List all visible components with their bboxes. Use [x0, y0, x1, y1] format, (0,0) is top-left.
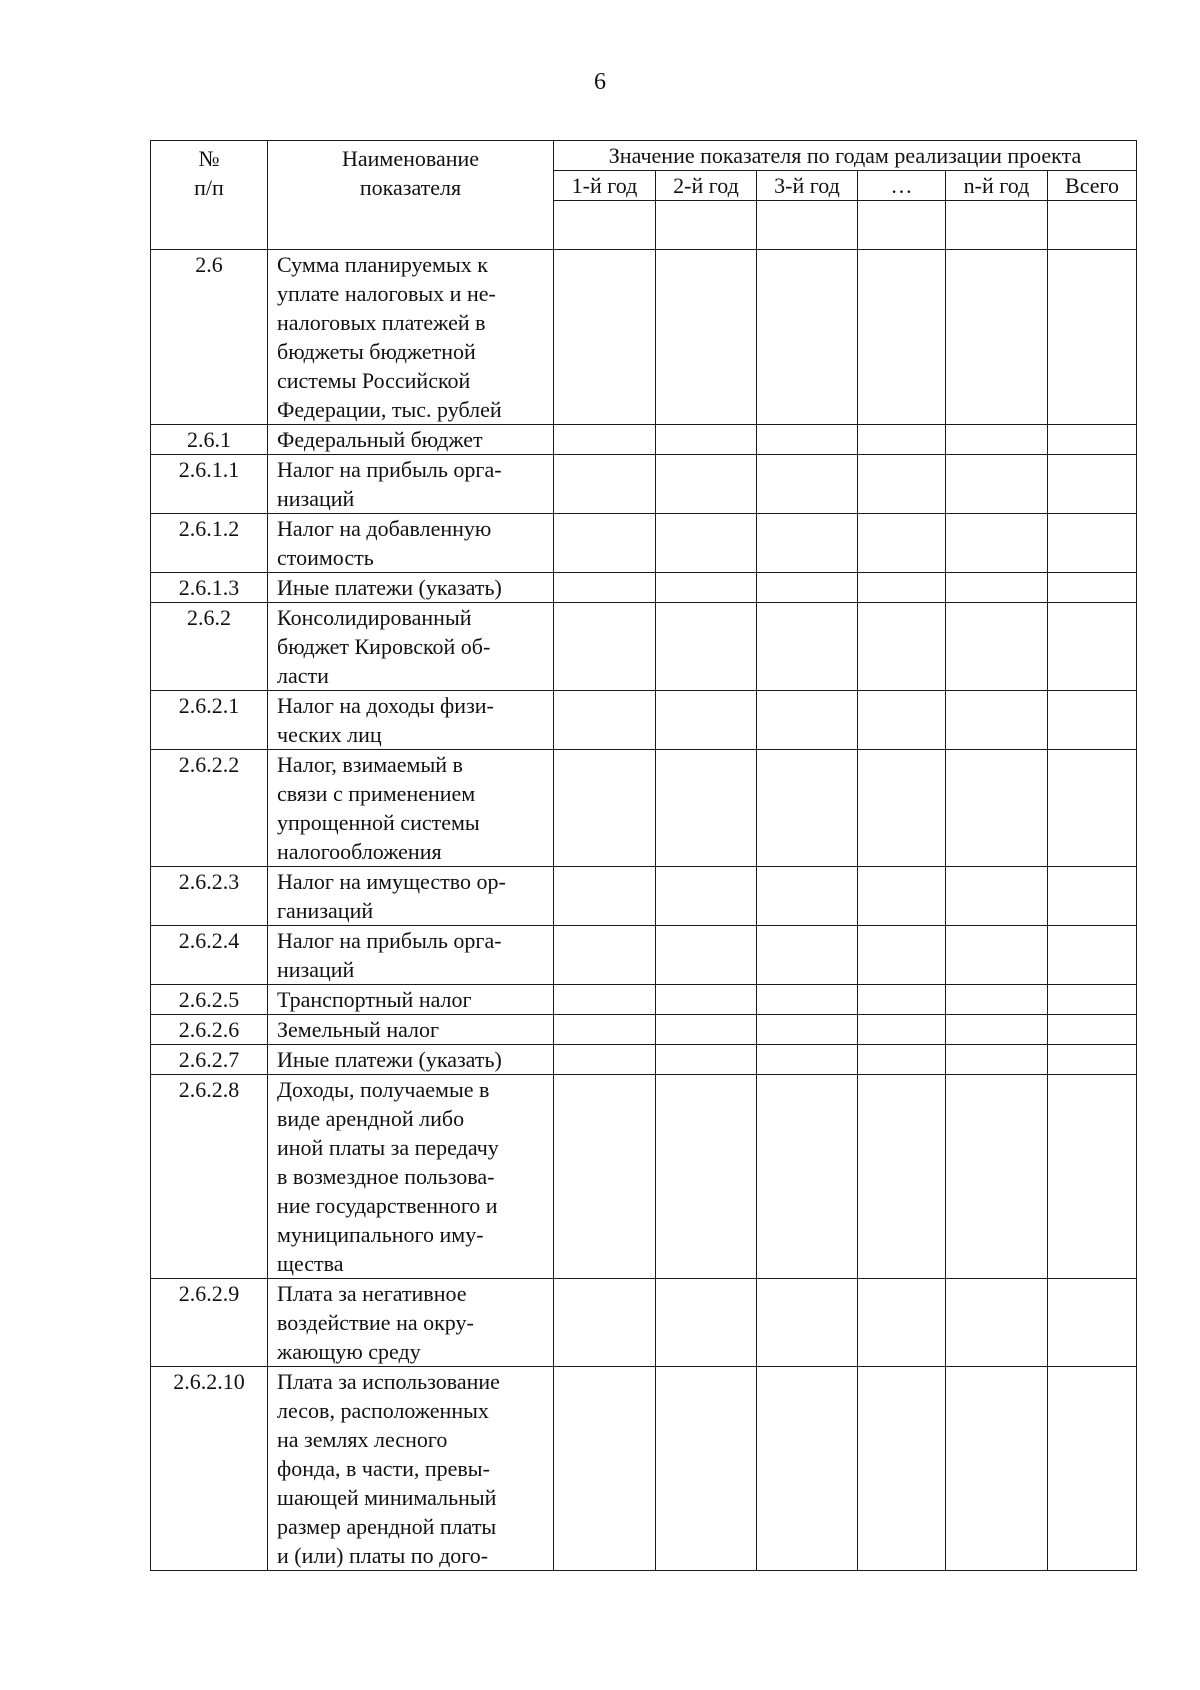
- indicator-name-line: ческих лиц: [277, 722, 382, 747]
- indicator-name-line: налоговых платежей в: [277, 310, 486, 335]
- value-cell-year-n: [946, 1367, 1048, 1571]
- table-row: [151, 603, 1137, 691]
- indicator-name-line: на землях лесного: [277, 1427, 448, 1452]
- value-cell-total: [1048, 1015, 1137, 1045]
- row-indicator-name: [268, 926, 554, 985]
- indicator-name-line: ласти: [277, 663, 329, 688]
- row-number: 2.6.1.1: [151, 455, 268, 514]
- row-indicator-name: [268, 1075, 554, 1279]
- row-number: 2.6.2.9: [151, 1279, 268, 1367]
- value-cell-total: [1048, 1045, 1137, 1075]
- value-cell-total: [1048, 514, 1137, 573]
- row-number: 2.6.2.3: [151, 867, 268, 926]
- header-year-n-blank: [946, 201, 1048, 250]
- value-cell-year-2: [656, 867, 757, 926]
- indicator-name-line: бюджет Кировской об-: [277, 634, 491, 659]
- value-cell-year-ellipsis: [858, 926, 946, 985]
- indicator-name-line: ганизаций: [277, 898, 374, 923]
- value-cell-year-2: [656, 691, 757, 750]
- value-cell-year-3: [757, 425, 858, 455]
- table-row: [151, 691, 1137, 750]
- indicator-name-line: лесов, расположенных: [277, 1398, 489, 1423]
- indicator-name-line: Налог на прибыль орга-: [277, 928, 502, 953]
- table-row: [151, 926, 1137, 985]
- value-cell-year-n: [946, 1279, 1048, 1367]
- value-cell-total: [1048, 250, 1137, 425]
- row-indicator-name: [268, 425, 554, 455]
- value-cell-year-1: [554, 603, 656, 691]
- value-cell-total: [1048, 926, 1137, 985]
- value-cell-year-3: [757, 1279, 858, 1367]
- indicator-name-line: Плата за негативное: [277, 1281, 467, 1306]
- indicator-name-line: фонда, в части, превы-: [277, 1456, 490, 1481]
- value-cell-year-1: [554, 691, 656, 750]
- row-number: 2.6.2.4: [151, 926, 268, 985]
- row-indicator-name: [268, 603, 554, 691]
- row-number: 2.6.2.1: [151, 691, 268, 750]
- value-cell-year-ellipsis: [858, 867, 946, 926]
- header-year-ellipsis: …: [858, 171, 946, 201]
- header-number-cell: [151, 141, 268, 250]
- value-cell-year-2: [656, 1015, 757, 1045]
- value-cell-year-1: [554, 514, 656, 573]
- row-indicator-name: [268, 455, 554, 514]
- table-body: [151, 250, 1137, 1571]
- value-cell-year-ellipsis: [858, 1279, 946, 1367]
- indicator-name-line: Налог на добавленную: [277, 516, 492, 541]
- table-row: [151, 1279, 1137, 1367]
- header-year-3-blank: [757, 201, 858, 250]
- value-cell-year-3: [757, 691, 858, 750]
- row-indicator-name: [268, 1015, 554, 1045]
- value-cell-total: [1048, 1279, 1137, 1367]
- value-cell-year-2: [656, 1367, 757, 1571]
- value-cell-year-1: [554, 1015, 656, 1045]
- value-cell-year-n: [946, 867, 1048, 926]
- header-number-symbol: №: [198, 146, 220, 171]
- row-indicator-name: [268, 514, 554, 573]
- indicator-name-line: стоимость: [277, 545, 374, 570]
- value-cell-year-n: [946, 514, 1048, 573]
- indicator-name-line: шающей минимальный: [277, 1485, 497, 1510]
- indicator-name-line: упрощенной системы: [277, 810, 480, 835]
- indicator-name-line: ние государственного и: [277, 1193, 498, 1218]
- row-indicator-name: [268, 1045, 554, 1075]
- table-header: [151, 141, 1137, 250]
- value-cell-total: [1048, 985, 1137, 1015]
- header-name-cell: [268, 141, 554, 250]
- row-indicator-name: [268, 1367, 554, 1571]
- table-row: [151, 425, 1137, 455]
- value-cell-year-3: [757, 1045, 858, 1075]
- value-cell-year-3: [757, 985, 858, 1015]
- indicators-table: [150, 140, 1137, 1571]
- value-cell-year-ellipsis: [858, 1045, 946, 1075]
- indicator-name-line: и (или) платы по дого-: [277, 1543, 489, 1568]
- indicator-name-line: бюджеты бюджетной: [277, 339, 476, 364]
- value-cell-year-2: [656, 926, 757, 985]
- value-cell-year-3: [757, 514, 858, 573]
- value-cell-year-n: [946, 573, 1048, 603]
- table-row: [151, 1367, 1137, 1571]
- row-indicator-name: [268, 691, 554, 750]
- indicator-name-line: связи с применением: [277, 781, 476, 806]
- row-indicator-name: [268, 985, 554, 1015]
- header-year-3: 3-й год: [757, 171, 858, 201]
- value-cell-year-3: [757, 867, 858, 926]
- row-indicator-name: [268, 573, 554, 603]
- row-number: 2.6.1.2: [151, 514, 268, 573]
- value-cell-year-n: [946, 926, 1048, 985]
- value-cell-total: [1048, 455, 1137, 514]
- header-year-1-blank: [554, 201, 656, 250]
- indicator-name-line: виде арендной либо: [277, 1106, 465, 1131]
- value-cell-total: [1048, 573, 1137, 603]
- value-cell-year-ellipsis: [858, 691, 946, 750]
- indicator-name-line: Сумма планируемых к: [277, 252, 488, 277]
- header-name-line-1: Наименование: [341, 146, 480, 171]
- indicator-name-line: размер арендной платы: [277, 1514, 497, 1539]
- value-cell-year-3: [757, 573, 858, 603]
- value-cell-year-ellipsis: [858, 750, 946, 867]
- value-cell-year-1: [554, 1367, 656, 1571]
- value-cell-year-1: [554, 250, 656, 425]
- header-year-n: n-й год: [946, 171, 1048, 201]
- header-total-blank: [1048, 201, 1137, 250]
- page-number: 6: [594, 69, 606, 95]
- value-cell-year-n: [946, 1045, 1048, 1075]
- row-number: 2.6.2.10: [151, 1367, 268, 1571]
- value-cell-total: [1048, 425, 1137, 455]
- header-year-2: 2-й год: [656, 171, 757, 201]
- value-cell-total: [1048, 750, 1137, 867]
- value-cell-year-2: [656, 1045, 757, 1075]
- indicator-name-line: Доходы, получаемые в: [277, 1077, 490, 1102]
- indicator-name-line: Иные платежи (указать): [277, 1047, 502, 1072]
- value-cell-year-1: [554, 425, 656, 455]
- value-cell-year-ellipsis: [858, 1075, 946, 1279]
- value-cell-year-n: [946, 250, 1048, 425]
- table-row: [151, 985, 1137, 1015]
- table-row: [151, 1045, 1137, 1075]
- indicator-name-line: иной платы за передачу: [277, 1135, 499, 1160]
- header-year-2-blank: [656, 201, 757, 250]
- value-cell-year-1: [554, 455, 656, 514]
- value-cell-year-2: [656, 750, 757, 867]
- value-cell-total: [1048, 867, 1137, 926]
- row-number: 2.6: [151, 250, 268, 425]
- value-cell-year-2: [656, 573, 757, 603]
- value-cell-year-3: [757, 926, 858, 985]
- value-cell-year-2: [656, 603, 757, 691]
- indicator-name-line: Плата за использование: [277, 1369, 500, 1394]
- value-cell-year-ellipsis: [858, 1367, 946, 1571]
- value-cell-year-n: [946, 1015, 1048, 1045]
- value-cell-year-ellipsis: [858, 603, 946, 691]
- value-cell-total: [1048, 1075, 1137, 1279]
- value-cell-year-1: [554, 1045, 656, 1075]
- value-cell-year-ellipsis: [858, 985, 946, 1015]
- indicator-name-line: Земельный налог: [277, 1017, 440, 1042]
- row-indicator-name: [268, 750, 554, 867]
- indicator-name-line: Транспортный налог: [277, 987, 472, 1012]
- indicator-name-line: низаций: [277, 957, 355, 982]
- table-row: [151, 573, 1137, 603]
- value-cell-year-2: [656, 425, 757, 455]
- value-cell-year-1: [554, 1075, 656, 1279]
- value-cell-year-3: [757, 603, 858, 691]
- indicator-name-line: Налог, взимаемый в: [277, 752, 463, 777]
- indicator-name-line: Налог на доходы физи-: [277, 693, 494, 718]
- header-year-1: 1-й год: [554, 171, 656, 201]
- value-cell-year-n: [946, 985, 1048, 1015]
- table-row: [151, 1075, 1137, 1279]
- indicator-name-line: Федеральный бюджет: [277, 427, 483, 452]
- table-row: [151, 514, 1137, 573]
- value-cell-year-n: [946, 691, 1048, 750]
- value-cell-year-3: [757, 250, 858, 425]
- indicator-name-line: в возмездное пользова-: [277, 1164, 495, 1189]
- indicator-name-line: жающую среду: [277, 1339, 421, 1364]
- value-cell-year-1: [554, 573, 656, 603]
- value-cell-year-ellipsis: [858, 514, 946, 573]
- indicator-name-line: уплате налоговых и не-: [277, 281, 496, 306]
- value-cell-year-ellipsis: [858, 425, 946, 455]
- indicator-name-line: Иные платежи (указать): [277, 575, 502, 600]
- value-cell-year-2: [656, 455, 757, 514]
- table-row: [151, 1015, 1137, 1045]
- value-cell-year-ellipsis: [858, 455, 946, 514]
- indicator-name-line: муниципального иму-: [277, 1222, 484, 1247]
- value-cell-year-2: [656, 1075, 757, 1279]
- indicator-name-line: Налог на прибыль орга-: [277, 457, 502, 482]
- value-cell-year-ellipsis: [858, 573, 946, 603]
- value-cell-year-n: [946, 1075, 1048, 1279]
- row-number: 2.6.2.7: [151, 1045, 268, 1075]
- indicator-name-line: системы Российской: [277, 368, 471, 393]
- row-number: 2.6.2.6: [151, 1015, 268, 1045]
- indicator-name-line: воздействие на окру-: [277, 1310, 474, 1335]
- row-indicator-name: [268, 867, 554, 926]
- value-cell-year-3: [757, 1015, 858, 1045]
- header-name-line-2: показателя: [359, 175, 462, 200]
- value-cell-year-ellipsis: [858, 250, 946, 425]
- row-number: 2.6.2.8: [151, 1075, 268, 1279]
- row-indicator-name: [268, 250, 554, 425]
- header-year-ellipsis-blank: [858, 201, 946, 250]
- indicator-name-line: налогообложения: [277, 839, 442, 864]
- value-cell-year-n: [946, 603, 1048, 691]
- value-cell-year-3: [757, 1075, 858, 1279]
- value-cell-year-1: [554, 985, 656, 1015]
- value-cell-year-2: [656, 1279, 757, 1367]
- value-cell-year-ellipsis: [858, 1015, 946, 1045]
- indicator-name-line: Федерации, тыс. рублей: [277, 397, 502, 422]
- indicator-name-line: щества: [277, 1251, 344, 1276]
- row-number: 2.6.2: [151, 603, 268, 691]
- indicator-name-line: Налог на имущество ор-: [277, 869, 506, 894]
- value-cell-year-2: [656, 250, 757, 425]
- value-cell-year-1: [554, 1279, 656, 1367]
- value-cell-year-3: [757, 1367, 858, 1571]
- value-cell-year-n: [946, 750, 1048, 867]
- row-number: 2.6.1: [151, 425, 268, 455]
- header-total: Всего: [1048, 171, 1137, 201]
- value-cell-year-n: [946, 425, 1048, 455]
- value-cell-year-1: [554, 926, 656, 985]
- row-number: 2.6.2.5: [151, 985, 268, 1015]
- indicator-name-line: низаций: [277, 486, 355, 511]
- value-cell-year-n: [946, 455, 1048, 514]
- table-row: [151, 250, 1137, 425]
- header-values-group: Значение показателя по годам реализации проекта: [554, 141, 1137, 171]
- indicator-name-line: Консолидированный: [277, 605, 472, 630]
- value-cell-year-2: [656, 985, 757, 1015]
- value-cell-total: [1048, 1367, 1137, 1571]
- table-row: [151, 867, 1137, 926]
- table-row: [151, 455, 1137, 514]
- table-row: [151, 750, 1137, 867]
- value-cell-year-1: [554, 750, 656, 867]
- row-number: 2.6.1.3: [151, 573, 268, 603]
- value-cell-year-2: [656, 514, 757, 573]
- value-cell-total: [1048, 603, 1137, 691]
- value-cell-year-3: [757, 455, 858, 514]
- header-number-label: п/п: [194, 175, 224, 200]
- value-cell-total: [1048, 691, 1137, 750]
- value-cell-year-1: [554, 867, 656, 926]
- row-indicator-name: [268, 1279, 554, 1367]
- row-number: 2.6.2.2: [151, 750, 268, 867]
- value-cell-year-3: [757, 750, 858, 867]
